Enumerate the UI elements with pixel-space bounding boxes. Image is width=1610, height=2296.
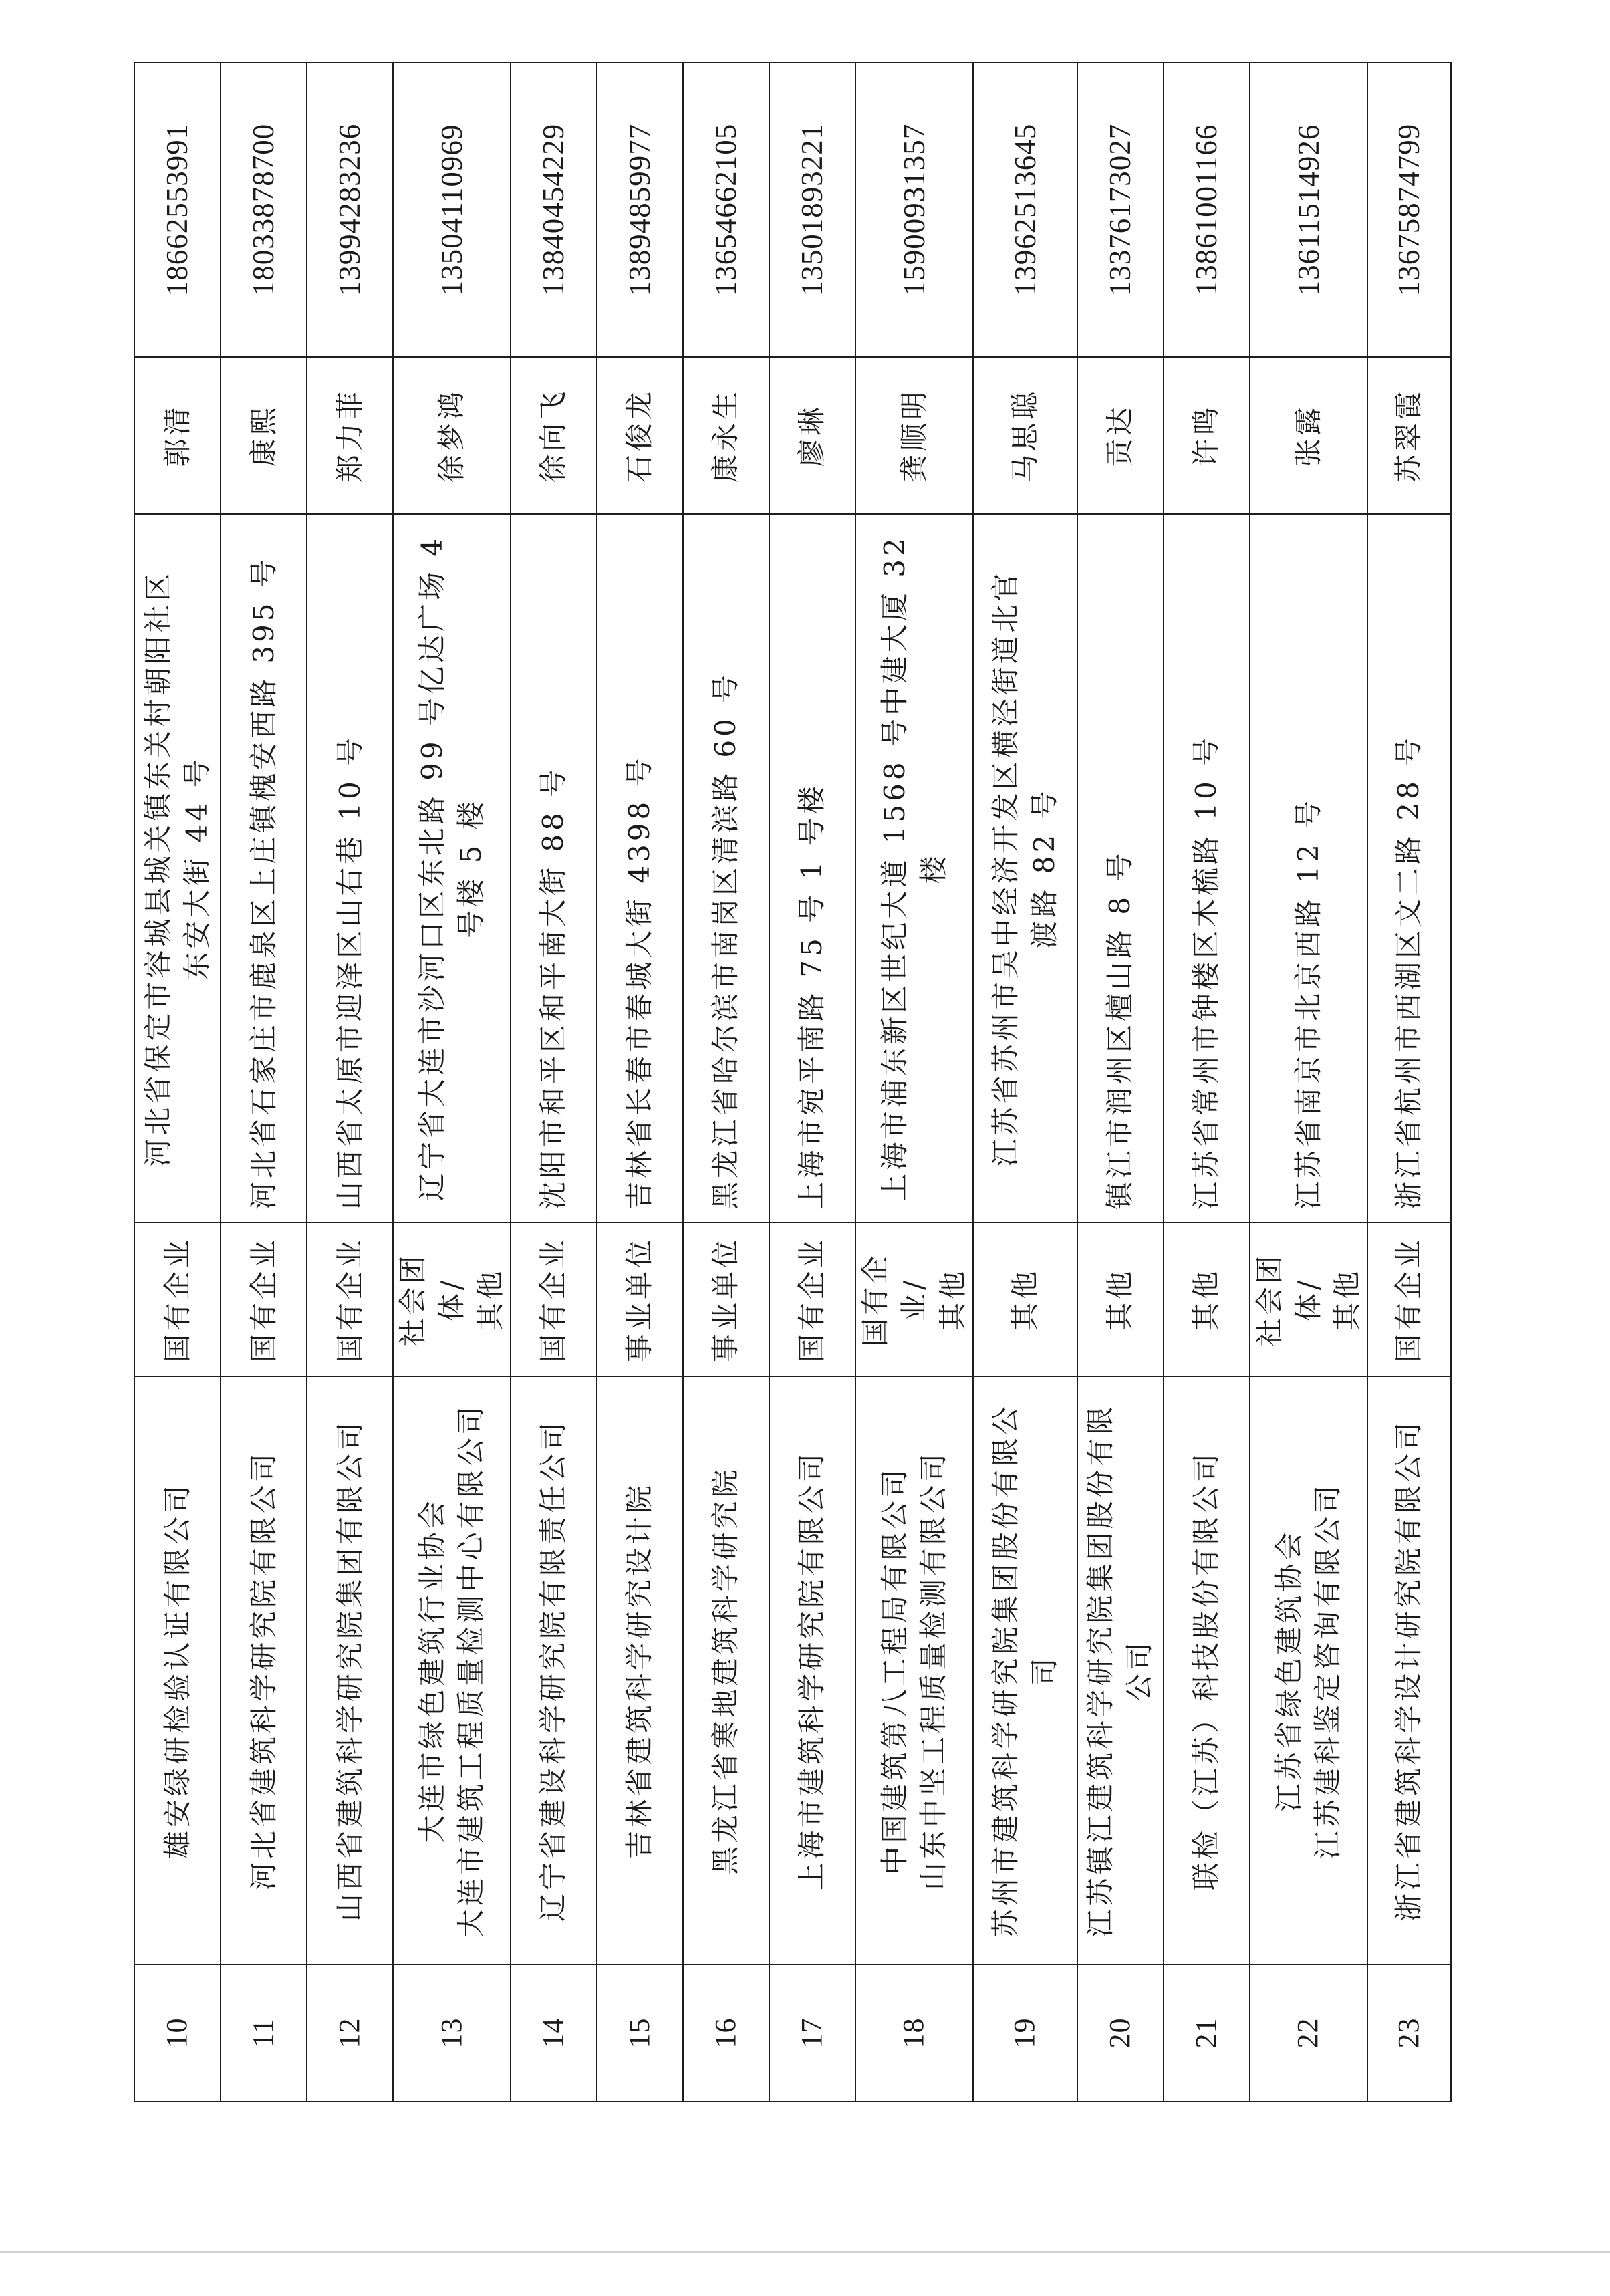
address-cell (855, 514, 973, 1223)
row-number-cell: 11 (221, 1964, 307, 2101)
address-cell (1250, 514, 1367, 1223)
organization-name: 中国建筑第八工程局有限公司 (878, 1466, 911, 1875)
phone-number-cell: 13994283236 (307, 63, 393, 357)
row-number-cell: 10 (134, 1964, 221, 2101)
unit-type: 国有企业 (1392, 1237, 1426, 1363)
contact-person-cell: 康熙 (221, 357, 307, 514)
phone-number-cell: 13861001166 (1164, 63, 1250, 357)
address-line: 河北省石家庄市鹿泉区上庄镇槐安西路 395 号 (247, 556, 280, 1210)
contact-person-cell: 张露 (1250, 357, 1367, 514)
phone-number-cell: 13962513645 (973, 63, 1077, 357)
contact-person-cell: 郭清 (134, 357, 221, 514)
unit-type-cell (511, 1223, 597, 1376)
unit-type-cell (221, 1223, 307, 1376)
unit-type: 其他 (1330, 1268, 1363, 1331)
organization-cell (855, 1376, 973, 1964)
unit-type: 其他 (936, 1268, 969, 1331)
unit-type: 其他 (1190, 1268, 1223, 1331)
unit-type: 国有企业 (537, 1237, 570, 1363)
organization-cell (597, 1376, 683, 1964)
organization-cell (1164, 1376, 1250, 1964)
scan-edge-line (0, 2251, 1610, 2253)
organization-cell (769, 1376, 855, 1964)
address-cell (1077, 514, 1164, 1223)
address-line: 沈阳市和平区和平南大街 88 号 (537, 765, 570, 1210)
row-number-cell: 18 (855, 1964, 973, 2101)
address-cell (511, 514, 597, 1223)
contact-person-cell: 徐向飞 (511, 357, 597, 514)
unit-type-cell (683, 1223, 769, 1376)
row-number-cell: 17 (769, 1964, 855, 2101)
organization-name: 辽宁省建设科学研究院有限责任公司 (537, 1419, 570, 1922)
unit-type: 国有企业 (160, 1237, 194, 1363)
contact-person-cell: 郑力菲 (307, 357, 393, 514)
unit-type: 国有企业 (333, 1237, 366, 1363)
unit-type-cell (769, 1223, 855, 1376)
organization-cell (683, 1376, 769, 1964)
contact-person-cell: 石俊龙 (597, 357, 683, 514)
contact-person-cell: 马思聪 (973, 357, 1077, 514)
address-line: 吉林省长春市春城大街 4398 号 (623, 755, 656, 1210)
organization-name: 河北省建筑科学研究院有限公司 (247, 1450, 280, 1891)
unit-type-cell (1250, 1223, 1367, 1376)
table-row (307, 63, 393, 2101)
organization-cell (511, 1376, 597, 1964)
address-line: 上海市浦东新区世纪大道 1568 号中建大厦 32 (878, 535, 911, 1202)
phone-number-cell: 18662553991 (134, 63, 221, 357)
phone-number-cell: 13376173027 (1077, 63, 1164, 357)
unit-type: 事业单位 (709, 1237, 743, 1363)
address-cell (221, 514, 307, 1223)
phone-number-cell: 13504110969 (393, 63, 511, 357)
address-line: 江苏省苏州市吴中经济开发区横泾街道北官 (988, 569, 1022, 1167)
unit-type: 其他 (1008, 1268, 1041, 1331)
row-number-cell: 21 (1164, 1964, 1250, 2101)
organization-name: 联检（江苏）科技股份有限公司 (1190, 1450, 1223, 1891)
unit-type: 社会团体/ (1252, 1252, 1325, 1347)
table-row (683, 63, 769, 2101)
organization-name: 山东中坚工程质量检测有限公司 (916, 1450, 950, 1891)
table-row (393, 63, 511, 2101)
table-row (511, 63, 597, 2101)
unit-type-cell (1164, 1223, 1250, 1376)
table-row (597, 63, 683, 2101)
organization-cell (973, 1376, 1077, 1964)
unit-type: 事业单位 (623, 1237, 656, 1363)
address-cell (597, 514, 683, 1223)
table-row (973, 63, 1077, 2101)
row-number-cell: 14 (511, 1964, 597, 2101)
organization-cell (221, 1376, 307, 1964)
organization-name: 黑龙江省寒地建筑科学研究院 (709, 1466, 743, 1875)
table-row (1077, 63, 1164, 2101)
row-number-cell: 13 (393, 1964, 511, 2101)
table-row (134, 63, 221, 2101)
unit-type-cell (973, 1223, 1077, 1376)
organization-cell (1250, 1376, 1367, 1964)
contact-person-cell: 贡达 (1077, 357, 1164, 514)
address-line: 辽宁省大连市沙河口区东北路 99 号亿达广场 4 (415, 535, 448, 1202)
address-line: 山西省太原市迎泽区山右巷 10 号 (333, 734, 366, 1210)
row-number-cell: 23 (1367, 1964, 1451, 2101)
address-line: 号楼 5 楼 (454, 798, 487, 938)
table-row (1367, 63, 1451, 2101)
address-cell (1367, 514, 1451, 1223)
address-cell (307, 514, 393, 1223)
address-cell (769, 514, 855, 1223)
address-line: 渡路 82 号 (1027, 787, 1061, 949)
unit-type: 其他 (473, 1268, 507, 1331)
phone-number-cell: 13840454229 (511, 63, 597, 357)
organization-name: 上海市建筑科学研究院有限公司 (795, 1450, 829, 1891)
unit-type-cell (1367, 1223, 1451, 1376)
address-line: 镇江市润州区檀山路 8 号 (1103, 850, 1137, 1210)
unit-type-cell (1077, 1223, 1164, 1376)
organization-cell (307, 1376, 393, 1964)
row-number-cell: 12 (307, 1964, 393, 2101)
address-line: 江苏省常州市钟楼区木梳路 10 号 (1190, 734, 1223, 1210)
phone-number-cell: 13654662105 (683, 63, 769, 357)
address-line: 东安大街 44 号 (180, 756, 213, 981)
unit-type-cell (855, 1223, 973, 1376)
table-row (1164, 63, 1250, 2101)
address-line: 河北省保定市容城县城关镇东关村朝阳社区 (141, 569, 174, 1167)
unit-type: 国有企业 (795, 1237, 829, 1363)
table-row (855, 63, 973, 2101)
table-row (221, 63, 307, 2101)
row-number-cell: 22 (1250, 1964, 1367, 2101)
table-body (134, 63, 1451, 2101)
table-row (769, 63, 855, 2101)
organization-name: 苏州市建筑科学研究院集团股份有限公司 (988, 1403, 1061, 1938)
contact-person-cell: 苏翠霞 (1367, 357, 1451, 514)
contact-person-cell: 廖琳 (769, 357, 855, 514)
address-cell (134, 514, 221, 1223)
contact-person-cell: 龚顺明 (855, 357, 973, 514)
phone-number-cell: 15900931357 (855, 63, 973, 357)
table-row (1250, 63, 1367, 2101)
organization-name: 大连市绿色建筑行业协会 (415, 1497, 448, 1843)
address-line: 黑龙江省哈尔滨市南岗区清滨路 60 号 (709, 671, 743, 1210)
organization-name: 江苏省绿色建筑协会 (1272, 1529, 1305, 1812)
address-line: 江苏省南京市北京西路 12 号 (1291, 797, 1325, 1210)
address-line: 楼 (916, 852, 950, 884)
phone-number-cell: 13675874799 (1367, 63, 1451, 357)
address-line: 浙江省杭州市西湖区文二路 28 号 (1392, 734, 1426, 1210)
organization-name: 雄安绿研检验认证有限公司 (160, 1482, 194, 1860)
unit-type: 社会团体/ (396, 1252, 468, 1347)
address-line: 上海市宛平南路 75 号 1 号楼 (795, 783, 829, 1210)
unit-type-cell (307, 1223, 393, 1376)
organization-name: 大连市建筑工程质量检测中心有限公司 (454, 1403, 487, 1938)
contact-person-cell: 徐梦鸿 (393, 357, 511, 514)
unit-type: 国有企业 (247, 1237, 280, 1363)
organization-cell (1077, 1376, 1164, 1964)
phone-number-cell: 13501893221 (769, 63, 855, 357)
organization-cell (393, 1376, 511, 1964)
row-number-cell: 20 (1077, 1964, 1164, 2101)
address-cell (973, 514, 1077, 1223)
organization-contact-table (134, 62, 1452, 2102)
row-number-cell: 19 (973, 1964, 1077, 2101)
contact-person-cell: 康永生 (683, 357, 769, 514)
unit-type: 其他 (1103, 1268, 1137, 1331)
organization-cell (1367, 1376, 1451, 1964)
phone-number-cell: 13894859977 (597, 63, 683, 357)
address-cell (1164, 514, 1250, 1223)
organization-cell (134, 1376, 221, 1964)
phone-number-cell: 13611514926 (1250, 63, 1367, 357)
organization-name: 浙江省建筑科学设计研究院有限公司 (1392, 1419, 1426, 1922)
unit-type: 国有企业/ (858, 1252, 930, 1347)
address-cell (683, 514, 769, 1223)
address-cell (393, 514, 511, 1223)
unit-type-cell (393, 1223, 511, 1376)
organization-name: 江苏建科鉴定咨询有限公司 (1311, 1482, 1344, 1860)
rotated-table-page (134, 63, 1444, 2102)
phone-number-cell: 18033878700 (221, 63, 307, 357)
unit-type-cell (134, 1223, 221, 1376)
organization-name: 吉林省建筑科学研究设计院 (623, 1482, 656, 1860)
row-number-cell: 16 (683, 1964, 769, 2101)
unit-type-cell (597, 1223, 683, 1376)
contact-person-cell: 许鸣 (1164, 357, 1250, 514)
row-number-cell: 15 (597, 1964, 683, 2101)
organization-name: 山西省建筑科学研究院集团有限公司 (333, 1419, 366, 1922)
organization-name: 江苏镇江建筑科学研究院集团股份有限公司 (1084, 1403, 1156, 1938)
